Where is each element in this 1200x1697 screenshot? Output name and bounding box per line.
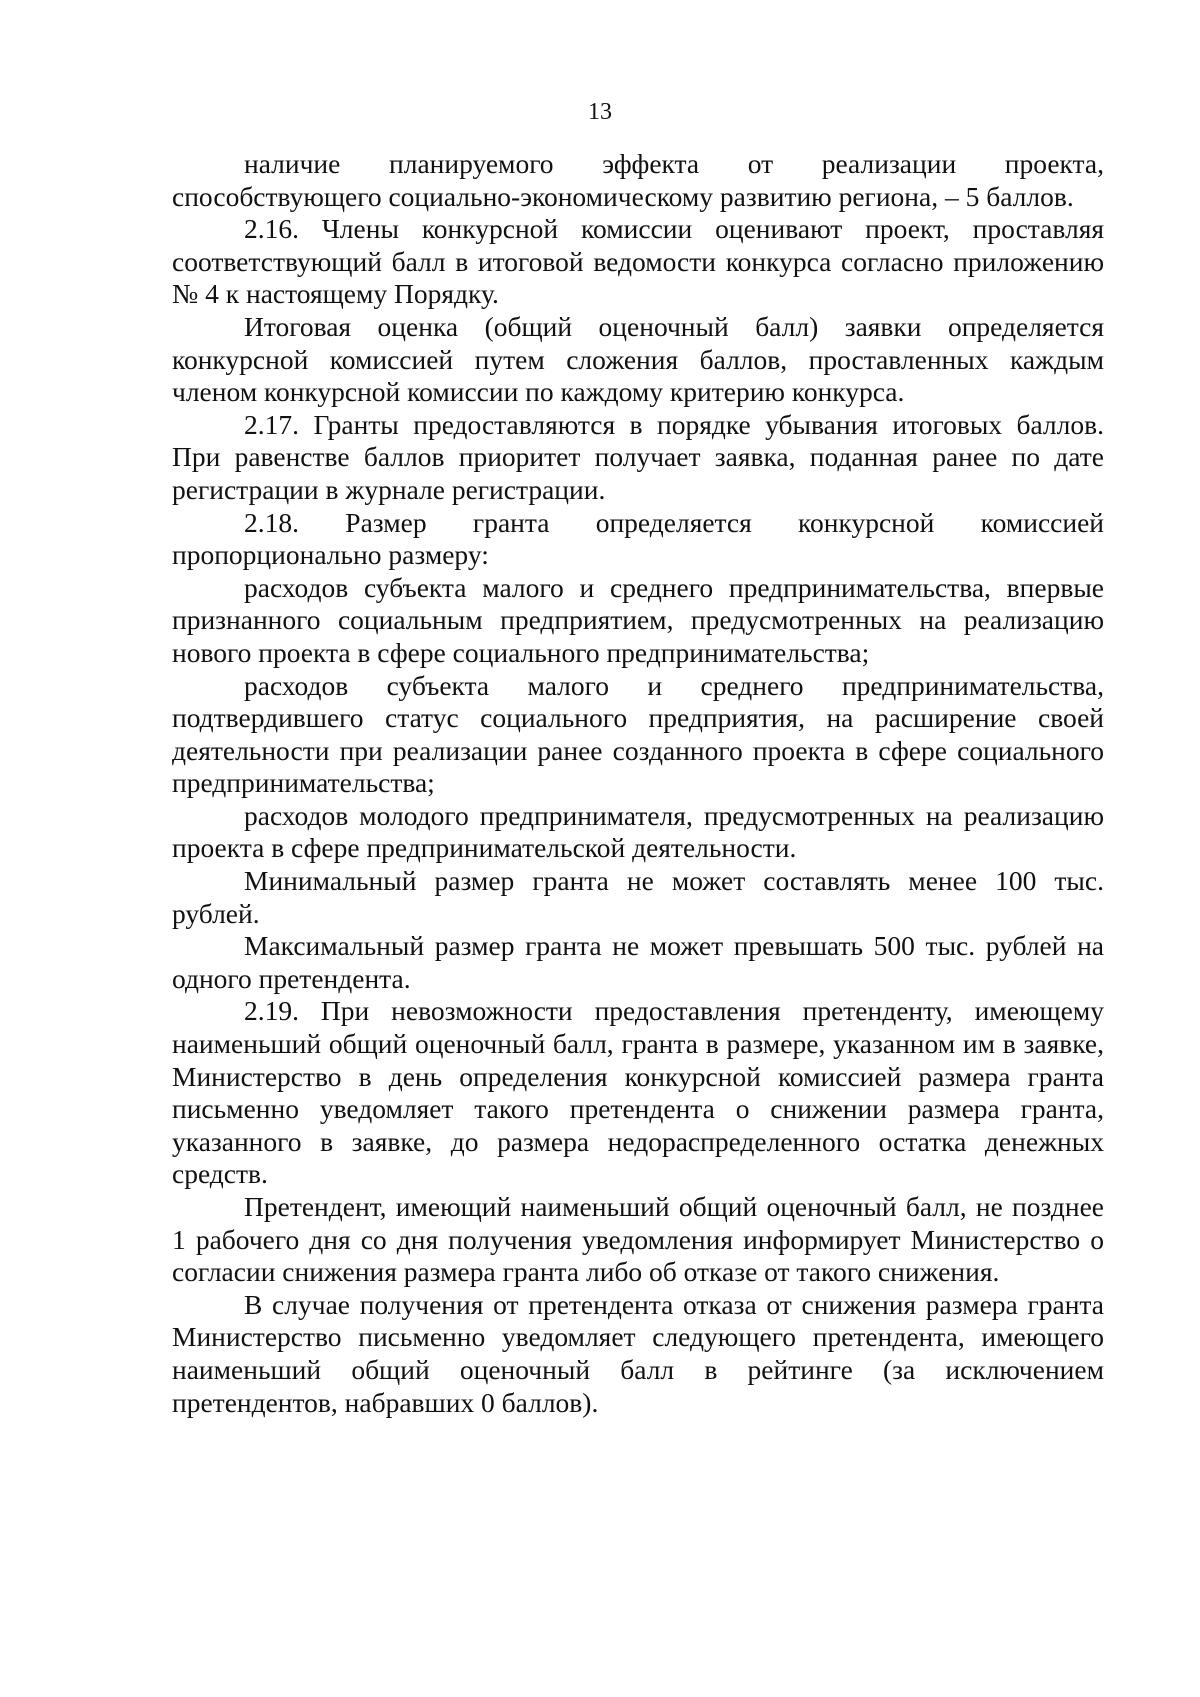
- paragraph-2-18: 2.18. Размер гранта определяется конкурсной комиссией пропорционально размеру:: [172, 506, 1104, 571]
- page-number: 13: [588, 99, 612, 125]
- paragraph-project-effect-criterion: наличие планируемого эффекта от реализации проекта, способствующего социально-экономическому развитию региона, – 5 баллов.: [172, 148, 1104, 212]
- paragraph-2-16: 2.16. Члены конкурсной комиссии оценивают проект, проставляя соответствующий балл в итоговой ведомости конкурса согласно приложению № 4 к настоящему Порядку.: [172, 213, 1104, 310]
- paragraph-expenses-confirmed-social-enterprise: расходов субъекта малого и среднего предпринимательства, подтвердившего статус социального предприятия, на расширение своей деятельности при реализации ранее созданного проекта в сфере социального предпринимательства;: [172, 669, 1104, 799]
- document-body: [172, 148, 1104, 1419]
- paragraph-2-19: 2.19. При невозможности предоставления претенденту, имеющему наименьший общий оценочный балл, гранта в размере, указанном им в заявке, Министерство в день определения конкурсной комиссией размера гранта письменно уведомляет такого претендента о снижении размера гранта, указанного в заявке, до размера недораспределенного остатка денежных средств.: [172, 995, 1104, 1190]
- paragraph-2-17: 2.17. Гранты предоставляются в порядке убывания итоговых баллов. При равенстве баллов приоритет получает заявка, поданная ранее по дате регистрации в журнале регистрации.: [172, 408, 1104, 505]
- paragraph-total-score: Итоговая оценка (общий оценочный балл) заявки определяется конкурсной комиссией путем сложения баллов, проставленных каждым членом конкурсной комиссии по каждому критерию конкурса.: [172, 310, 1104, 408]
- paragraph-minimum-grant: Минимальный размер гранта не может составлять менее 100 тыс. рублей.: [172, 865, 1104, 929]
- paragraph-applicant-response: Претендент, имеющий наименьший общий оценочный балл, не позднее 1 рабочего дня со дня получения уведомления информирует Министерство о согласии снижения размера гранта либо об отказе от такого снижения.: [172, 1191, 1104, 1288]
- paragraph-maximum-grant: Максимальный размер гранта не может превышать 500 тыс. рублей на одного претендента.: [172, 930, 1104, 994]
- paragraph-refusal-next-applicant: В случае получения от претендента отказа от снижения размера гранта Министерство письменно уведомляет следующего претендента, имеющего наименьший общий оценочный балл в рейтинге (за исключением претендентов, набравших 0 баллов).: [172, 1288, 1104, 1418]
- paragraph-expenses-new-social-enterprise: расходов субъекта малого и среднего предпринимательства, впервые признанного социальным предприятием, предусмотренных на реализацию нового проекта в сфере социального предпринимательства;: [172, 571, 1104, 668]
- paragraph-expenses-young-entrepreneur: расходов молодого предпринимателя, предусмотренных на реализацию проекта в сфере предпринимательской деятельности.: [172, 799, 1104, 864]
